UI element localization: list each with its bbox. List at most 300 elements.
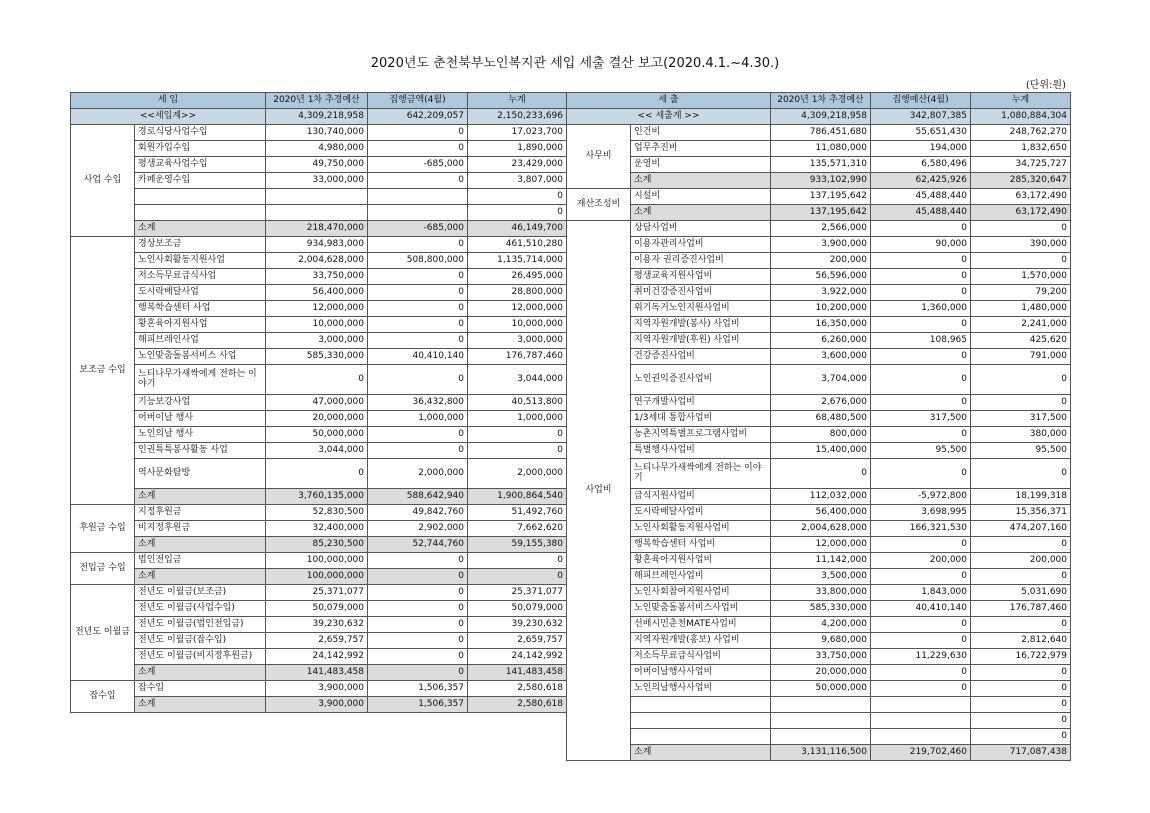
budget-cell: 2,566,000 [771,221,871,237]
cum-cell: 0 [971,729,1071,745]
item-name: 위기독거노인지원사업비 [631,301,771,317]
expense-table [566,92,1071,761]
budget-cell: 4,980,000 [266,141,368,157]
exec-cell: 0 [368,617,468,633]
cum-cell: 34,725,727 [971,157,1071,173]
table-row [71,505,567,521]
cum-cell: 0 [971,713,1071,729]
exec-cell: 40,410,140 [871,601,971,617]
cum-cell: 1,832,650 [971,141,1071,157]
item-name: 지역자원개발(홍보) 사업비 [631,633,771,649]
exec-cell: 0 [368,173,468,189]
exec-cell: 108,965 [871,333,971,349]
budget-cell: 3,704,000 [771,365,871,395]
exec-cell: 194,000 [871,141,971,157]
cum-cell: 0 [971,395,1071,411]
budget-cell: 47,000,000 [266,395,368,411]
exec-cell: 1,360,000 [871,301,971,317]
subtotal-row [71,489,567,505]
exec-cell: 0 [871,365,971,395]
table-row [567,317,1071,333]
item-name: 저소득무료급식사업비 [631,649,771,665]
budget-cell: 50,000,000 [266,427,368,443]
subtotal-label: 소계 [135,697,266,713]
header-cell: 2020년 1차 추경예산 [771,93,871,109]
table-row [71,411,567,427]
item-name: 회원가입수입 [135,141,266,157]
total-label: <<세입계>> [71,109,266,125]
item-name: 전년도 이월금(사업수입) [135,601,266,617]
item-name: 전년도 이월금(비지정후원금) [135,649,266,665]
budget-cell: 112,032,000 [771,489,871,505]
cum-cell: 0 [971,459,1071,489]
item-name: 비지정후원금 [135,521,266,537]
exec-cell: 200,000 [871,553,971,569]
table-row [71,157,567,173]
item-name [135,205,266,221]
table-row [71,601,567,617]
item-name: 도시락배달사업비 [631,505,771,521]
item-name: 노인의날 행사 [135,427,266,443]
budget-cell: 3,600,000 [771,349,871,365]
table-row [567,617,1071,633]
exec-cell: 0 [871,665,971,681]
item-name: 황혼육아지원사업 [135,317,266,333]
exec-cell: 3,698,995 [871,505,971,521]
cum-cell: 15,356,371 [971,505,1071,521]
budget-cell [771,697,871,713]
exec-cell: 0 [871,317,971,333]
subtotal-label: 소계 [135,665,266,681]
item-name: 역사문화탐방 [135,459,266,489]
table-row [71,301,567,317]
item-name: 경로식당사업수입 [135,125,266,141]
cum-cell: 0 [971,221,1071,237]
cum-cell: 18,199,318 [971,489,1071,505]
item-name: 전년도 이월금(잡수입) [135,633,266,649]
subtotal-exec: 1,506,357 [368,697,468,713]
table-row [567,697,1071,713]
cum-cell: 39,230,632 [468,617,567,633]
table-row [567,285,1071,301]
budget-cell: 200,000 [771,253,871,269]
cum-cell: 10,000,000 [468,317,567,333]
item-name: 저소득무료급식사업 [135,269,266,285]
cum-cell: 3,000,000 [468,333,567,349]
item-name: 법인전입금 [135,553,266,569]
item-name: 행복학습센터 사업 [135,301,266,317]
subtotal-row [71,221,567,237]
group-name: 전년도 이월금 [71,585,135,681]
table-row [567,713,1071,729]
cum-cell: 0 [971,697,1071,713]
budget-cell: 20,000,000 [771,665,871,681]
subtotal-cum: 59,155,380 [468,537,567,553]
table-row [567,569,1071,585]
subtotal-row [567,745,1071,761]
exec-cell: 166,321,530 [871,521,971,537]
cum-cell: 2,000,000 [468,459,567,489]
table-row [567,729,1071,745]
budget-cell: 10,200,000 [771,301,871,317]
group-name: 사업비 [567,221,631,761]
cum-cell: 176,787,460 [971,601,1071,617]
table-row [71,681,567,697]
budget-cell: 0 [266,365,368,395]
item-name: 인건비 [631,125,771,141]
cum-cell: 2,241,000 [971,317,1071,333]
budget-cell: 24,142,992 [266,649,368,665]
budget-cell: 25,371,077 [266,585,368,601]
exec-cell [871,697,971,713]
table-row [567,125,1071,141]
header-cell: 집행예산(4월) [871,93,971,109]
item-name: 소계 [631,173,771,189]
exec-cell: 62,425,926 [871,173,971,189]
table-row [567,411,1071,427]
item-name: 경상보조금 [135,237,266,253]
cum-cell: 285,320,647 [971,173,1071,189]
subtotal-row [567,205,1071,221]
budget-cell: 50,079,000 [266,601,368,617]
item-name: 취미건강증진사업비 [631,285,771,301]
budget-cell: 56,596,000 [771,269,871,285]
item-name: 특별행사사업비 [631,443,771,459]
cum-cell: 0 [468,553,567,569]
item-name: 느티나무가새싹에게 전하는 이야기 [631,459,771,489]
budget-cell [266,205,368,221]
exec-cell: 0 [368,553,468,569]
table-row [567,521,1071,537]
item-name: 평생교육사업수입 [135,157,266,173]
cum-cell: 1,000,000 [468,411,567,427]
item-name: 해피브레인사업비 [631,569,771,585]
subtotal-exec: 0 [368,569,468,585]
budget-cell: 3,922,000 [771,285,871,301]
group-name: 사무비 [567,125,631,189]
exec-cell: 0 [871,395,971,411]
table-row [567,395,1071,411]
subtotal-label: 소계 [135,537,266,553]
budget-cell: 12,000,000 [266,301,368,317]
exec-cell: 0 [368,285,468,301]
exec-cell: 0 [368,365,468,395]
table-row [567,237,1071,253]
budget-cell: 585,330,000 [771,601,871,617]
exec-cell: 45,488,440 [871,205,971,221]
item-name: 소계 [631,205,771,221]
cum-cell: 0 [971,569,1071,585]
budget-cell: 11,142,000 [771,553,871,569]
item-name: 기능보강사업 [135,395,266,411]
revenue-table [70,92,567,713]
exec-cell: 0 [368,141,468,157]
item-name: 잡수입 [135,681,266,697]
item-name [631,713,771,729]
total-row [567,109,1071,125]
header-cell: 2020년 1차 추경예산 [266,93,368,109]
exec-cell: 0 [368,443,468,459]
cum-cell: 3,807,000 [468,173,567,189]
table-row [567,157,1071,173]
subtotal-cum: 1,900,864,540 [468,489,567,505]
exec-cell: 36,432,800 [368,395,468,411]
budget-cell: 3,000,000 [266,333,368,349]
item-name: 노인의날행사사업비 [631,681,771,697]
exec-cell: 45,488,440 [871,189,971,205]
exec-cell [871,729,971,745]
table-row [567,537,1071,553]
table-row [567,443,1071,459]
item-name: 건강증진사업비 [631,349,771,365]
table-row [567,601,1071,617]
budget-cell: 15,400,000 [771,443,871,459]
item-name: 도시락배달사업 [135,285,266,301]
table-row [71,205,567,221]
item-name: 1/3세대 통합사업비 [631,411,771,427]
subtotal-row [71,665,567,681]
exec-cell: 55,651,430 [871,125,971,141]
header-cell: 집행금액(4월) [368,93,468,109]
cum-cell: 0 [971,537,1071,553]
cum-cell: 1,135,714,000 [468,253,567,269]
table-row [567,459,1071,489]
budget-cell [771,713,871,729]
table-row [567,253,1071,269]
cum-cell: 17,023,700 [468,125,567,141]
table-row [567,365,1071,395]
budget-cell: 6,260,000 [771,333,871,349]
group-name: 후원금 수입 [71,505,135,553]
cum-cell: 0 [971,681,1071,697]
cum-cell: 28,800,000 [468,285,567,301]
subtotal-label: 소계 [135,489,266,505]
cum-cell: 95,500 [971,443,1071,459]
budget-cell: 3,044,000 [266,443,368,459]
table-row [567,665,1071,681]
budget-cell: 0 [771,459,871,489]
exec-cell: 6,580,496 [871,157,971,173]
budget-cell: 3,900,000 [266,681,368,697]
cum-cell: 0 [971,617,1071,633]
exec-cell: 219,702,460 [871,745,971,761]
table-row [71,141,567,157]
table-row [71,617,567,633]
cum-cell: 63,172,490 [971,205,1071,221]
cum-cell: 0 [971,253,1071,269]
table-row [71,189,567,205]
total-cum: 1,080,884,304 [971,109,1071,125]
subtotal-budget: 3,760,135,000 [266,489,368,505]
exec-cell: 0 [368,427,468,443]
subtotal-label: 소계 [135,569,266,585]
exec-cell: 0 [871,349,971,365]
table-row [567,141,1071,157]
table-row [567,633,1071,649]
header-category: 세 입 [71,93,266,109]
exec-cell: 0 [871,617,971,633]
exec-cell: 0 [871,459,971,489]
item-name: 해피브레인사업 [135,333,266,349]
cum-cell: 380,000 [971,427,1071,443]
total-row [71,109,567,125]
subtotal-budget: 141,483,458 [266,665,368,681]
subtotal-cum: 0 [468,569,567,585]
table-row [567,189,1071,205]
item-name: 느티나무가새싹에게 전하는 이야기 [135,365,266,395]
exec-cell: 0 [368,237,468,253]
cum-cell: 50,079,000 [468,601,567,617]
exec-cell: 0 [871,269,971,285]
total-budget: 4,309,218,958 [771,109,871,125]
cum-cell: 2,659,757 [468,633,567,649]
table-row [71,365,567,395]
header-row [71,93,567,109]
cum-cell: 2,812,640 [971,633,1071,649]
cum-cell: 5,031,690 [971,585,1071,601]
exec-cell: 0 [368,269,468,285]
total-exec: 642,209,057 [368,109,468,125]
subtotal-row [567,173,1071,189]
item-name: 업무추진비 [631,141,771,157]
budget-cell: 9,680,000 [771,633,871,649]
budget-cell: 11,080,000 [771,141,871,157]
cum-cell: 40,513,800 [468,395,567,411]
cum-cell: 0 [468,443,567,459]
table-row [71,125,567,141]
item-name: 이용자 권리증진사업비 [631,253,771,269]
table-row [567,333,1071,349]
subtotal-cum: 141,483,458 [468,665,567,681]
exec-cell: 0 [871,285,971,301]
exec-cell: 0 [871,427,971,443]
item-name [631,697,771,713]
item-name: 지역자원개발(후원) 사업비 [631,333,771,349]
item-name: 시설비 [631,189,771,205]
cum-cell: 248,762,270 [971,125,1071,141]
cum-cell: 1,570,000 [971,269,1071,285]
item-name: 지역자원개발(봉사) 사업비 [631,317,771,333]
item-name: 전년도 이월금(법인전입금) [135,617,266,633]
subtotal-exec: 0 [368,665,468,681]
report-title: 2020년도 춘천북부노인복지관 세입 세출 결산 보고(2020.4.1.~4.30.) [370,56,780,71]
group-name: 전입금 수입 [71,553,135,585]
subtotal-exec: 52,744,760 [368,537,468,553]
table-row [567,649,1071,665]
budget-cell: 3,131,116,500 [771,745,871,761]
cum-cell: 0 [468,205,567,221]
table-row [567,221,1071,237]
subtotal-budget: 100,000,000 [266,569,368,585]
budget-cell [266,189,368,205]
subtotal-exec: -685,000 [368,221,468,237]
total-cum: 2,150,233,696 [468,109,567,125]
table-row [71,459,567,489]
item-name [135,189,266,205]
item-name: 상담사업비 [631,221,771,237]
exec-cell [368,189,468,205]
budget-cell: 0 [266,459,368,489]
cum-cell: 1,480,000 [971,301,1071,317]
unit-label: (단위:원) [1025,80,1066,91]
exec-cell [871,713,971,729]
subtotal-row [71,537,567,553]
exec-cell: 0 [871,569,971,585]
budget-cell: 2,676,000 [771,395,871,411]
exec-cell: -5,972,800 [871,489,971,505]
table-row [567,301,1071,317]
cum-cell: 3,044,000 [468,365,567,395]
cum-cell: 0 [468,427,567,443]
budget-cell: 33,750,000 [771,649,871,665]
budget-cell: 585,330,000 [266,349,368,365]
cum-cell: 0 [971,365,1071,395]
item-name: 노인맞춤돌봄서비스사업비 [631,601,771,617]
budget-cell: 16,350,000 [771,317,871,333]
cum-cell: 200,000 [971,553,1071,569]
budget-cell: 56,400,000 [771,505,871,521]
table-row [71,649,567,665]
budget-cell: 2,659,757 [266,633,368,649]
budget-cell: 33,750,000 [266,269,368,285]
item-name: 인권특특봉사활동 사업 [135,443,266,459]
table-row [71,633,567,649]
budget-cell: 933,102,990 [771,173,871,189]
item-name: 행복학습센터 사업비 [631,537,771,553]
budget-cell: 56,400,000 [266,285,368,301]
budget-cell: 33,000,000 [266,173,368,189]
item-name: 운영비 [631,157,771,173]
budget-cell: 100,000,000 [266,553,368,569]
cum-cell: 474,207,160 [971,521,1071,537]
table-row [71,173,567,189]
budget-cell: 4,200,000 [771,617,871,633]
total-exec: 342,807,385 [871,109,971,125]
budget-cell: 52,830,500 [266,505,368,521]
header-cell: 누계 [971,93,1071,109]
budget-cell: 934,983,000 [266,237,368,253]
exec-cell: 95,500 [871,443,971,459]
cum-cell: 2,580,618 [468,681,567,697]
exec-cell: 1,506,357 [368,681,468,697]
budget-cell: 33,800,000 [771,585,871,601]
item-name: 카페운영수입 [135,173,266,189]
subtotal-budget: 3,900,000 [266,697,368,713]
exec-cell: 0 [871,253,971,269]
table-row [71,317,567,333]
table-row [71,443,567,459]
exec-cell: 0 [368,317,468,333]
item-name: 전년도 이월금(보조금) [135,585,266,601]
item-name: 소계 [631,745,771,761]
item-name: 노인사회참여지원사업비 [631,585,771,601]
cum-cell: 0 [468,189,567,205]
cum-cell: 7,662,620 [468,521,567,537]
subtotal-budget: 218,470,000 [266,221,368,237]
budget-cell [771,729,871,745]
exec-cell: 0 [368,333,468,349]
budget-cell: 32,400,000 [266,521,368,537]
budget-cell: 3,500,000 [771,569,871,585]
budget-cell: 10,000,000 [266,317,368,333]
table-row [71,521,567,537]
group-name: 사업 수입 [71,125,135,237]
cum-cell: 0 [971,665,1071,681]
exec-cell: 0 [368,649,468,665]
table-row [567,585,1071,601]
item-name: 노인권익증진사업비 [631,365,771,395]
budget-cell: 3,900,000 [771,237,871,253]
